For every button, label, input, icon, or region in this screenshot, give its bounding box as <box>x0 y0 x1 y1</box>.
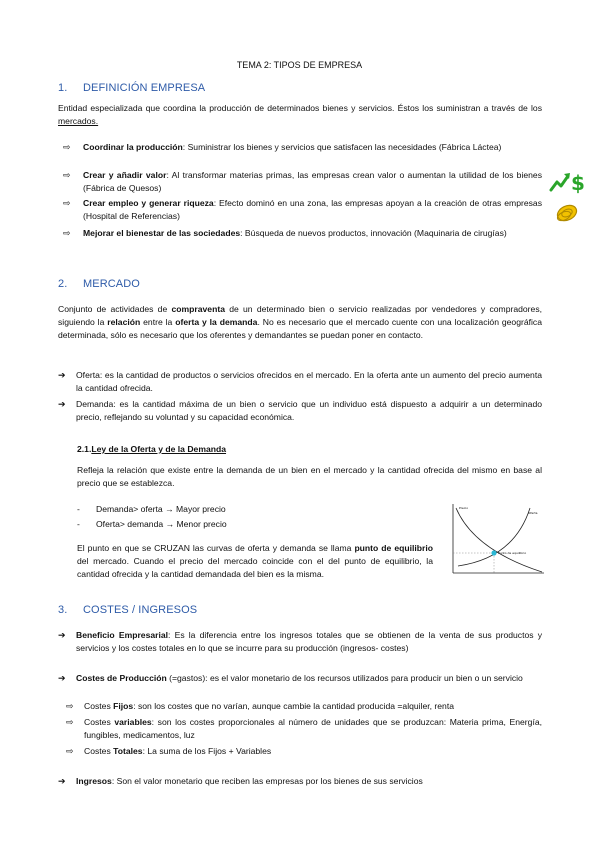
subsection-heading: 2.1.Ley de la Oferta y de la Demanda <box>77 444 227 454</box>
arrow-hollow-icon: ⇨ <box>63 142 71 152</box>
costs-item: Costes de Producción (=gastos): es el valor monetario de los recursos utilizados para producir un bien o un servicio <box>76 673 523 683</box>
mercados-link: mercados. <box>58 116 99 126</box>
arrow-hollow-icon: ⇨ <box>66 717 74 727</box>
page-title: TEMA 2: TIPOS DE EMPRESA <box>236 60 363 70</box>
section-3-heading: 3. COSTES / INGRESOS <box>58 604 198 616</box>
benefit-item: Beneficio Empresarial: Es la diferencia entre los ingresos totales que se obtienen de la venta de sus productos y servicios y los costes totales en lo que se incurre para su producción (ingresos- costes) <box>76 630 542 653</box>
arrow-solid-icon: ➔ <box>58 370 66 380</box>
subsection-paragraph: Refleja la relación que existe entre la demanda de un bien en el mercado y la cantidad ofrecida del mismo en base al precio que se establezca. <box>77 465 542 488</box>
arrow-hollow-icon: ⇨ <box>63 170 71 180</box>
definition-item: Mejorar el bienestar de las sociedades: Búsqueda de nuevos productos, innovación (Maquinaria de cirugías) <box>83 228 507 238</box>
arrow-solid-icon: ➔ <box>58 673 66 683</box>
market-item: Demanda: es la cantidad máxima de un bien o servicio que un individuo está dispuesto a adquirir a un determinado precio, reflejando su voluntad y su capacidad económica. <box>76 399 542 422</box>
arrow-hollow-icon: ⇨ <box>66 701 74 711</box>
cost-type-item: Costes variables: son los costes proporcionales al número de unidades que se produzcan: Materia prima, Energía, fungibles, medicamentos, luz <box>84 717 542 740</box>
section-2-paragraph: Conjunto de actividades de compraventa de un determinado bien o servicio realizadas por vendedores y compradores, siguiendo la relación entre la oferta y la demanda. No es necesario que el mercado cuente con una localización geográfica determinada, sólo es necesario que los oferentes y demandantes se puedan poner en contacto. <box>58 304 543 340</box>
section-2-heading: 2. MERCADO <box>58 278 140 290</box>
dash-item-2: - Oferta> demanda → Menor precio <box>77 519 227 529</box>
growth-dollar-icon <box>549 170 583 199</box>
arrow-solid-icon: ➔ <box>58 630 66 640</box>
arrow-hollow-icon: ⇨ <box>66 746 74 756</box>
arrow-hollow-icon: ⇨ <box>63 228 71 238</box>
arrow-hollow-icon: ⇨ <box>63 198 71 208</box>
graph-eq-label: Punto de equilibrio <box>498 551 527 555</box>
graph-supply-label: Oferta <box>528 511 538 515</box>
definition-item: Coordinar la producción: Suministrar los bienes y servicios que satisfacen las necesidades (Fábrica Láctea) <box>83 142 502 152</box>
svg-text:$: $ <box>571 171 585 195</box>
graph-price-label: Precio <box>459 506 469 510</box>
arrow-solid-icon: ➔ <box>58 399 66 409</box>
market-item: Oferta: es la cantidad de productos o servicios ofrecidos en el mercado. En la oferta ante un aumento del precio aumenta la cantidad ofrecida. <box>76 370 542 393</box>
arrow-solid-icon: ➔ <box>58 776 66 786</box>
dash-item-1: - Demanda> oferta → Mayor precio <box>77 504 226 514</box>
cost-type-item: Costes Totales: La suma de los Fijos + Variables <box>84 746 272 756</box>
supply-demand-graph <box>444 500 546 585</box>
income-item: Ingresos: Son el valor monetario que reciben las empresas por los bienes de sus servicios <box>76 776 423 786</box>
section-1-intro: Entidad especializada que coordina la producción de determinados bienes y servicios. Éstos los suministran a través de los mercados. <box>58 103 542 126</box>
cost-type-item: Costes Fijos: son los costes que no varían, aunque cambie la cantidad producida =alquiler, renta <box>84 701 455 711</box>
definition-item: Crear y añadir valor: Al transformar materias primas, las empresas crean valor o aumentan la utilidad de los bienes (Fábrica de Quesos) <box>83 170 543 193</box>
section-1-heading: 1. DEFINICIÓN EMPRESA <box>58 82 206 94</box>
definition-item: Crear empleo y generar riqueza: Efecto dominó en una zona, las empresas apoyan a la creación de otras empresas (Hospital de Referencias) <box>83 198 542 221</box>
equilibrium-paragraph: El punto en que se CRUZAN las curvas de oferta y demanda se llama punto de equilibrio del mercado. Cuando el precio del mercado coincide con el del punto de equilibrio, la cantidad ofrecida y la cantidad demandada del bien es la misma. <box>77 543 433 579</box>
coins-icon <box>555 202 579 229</box>
